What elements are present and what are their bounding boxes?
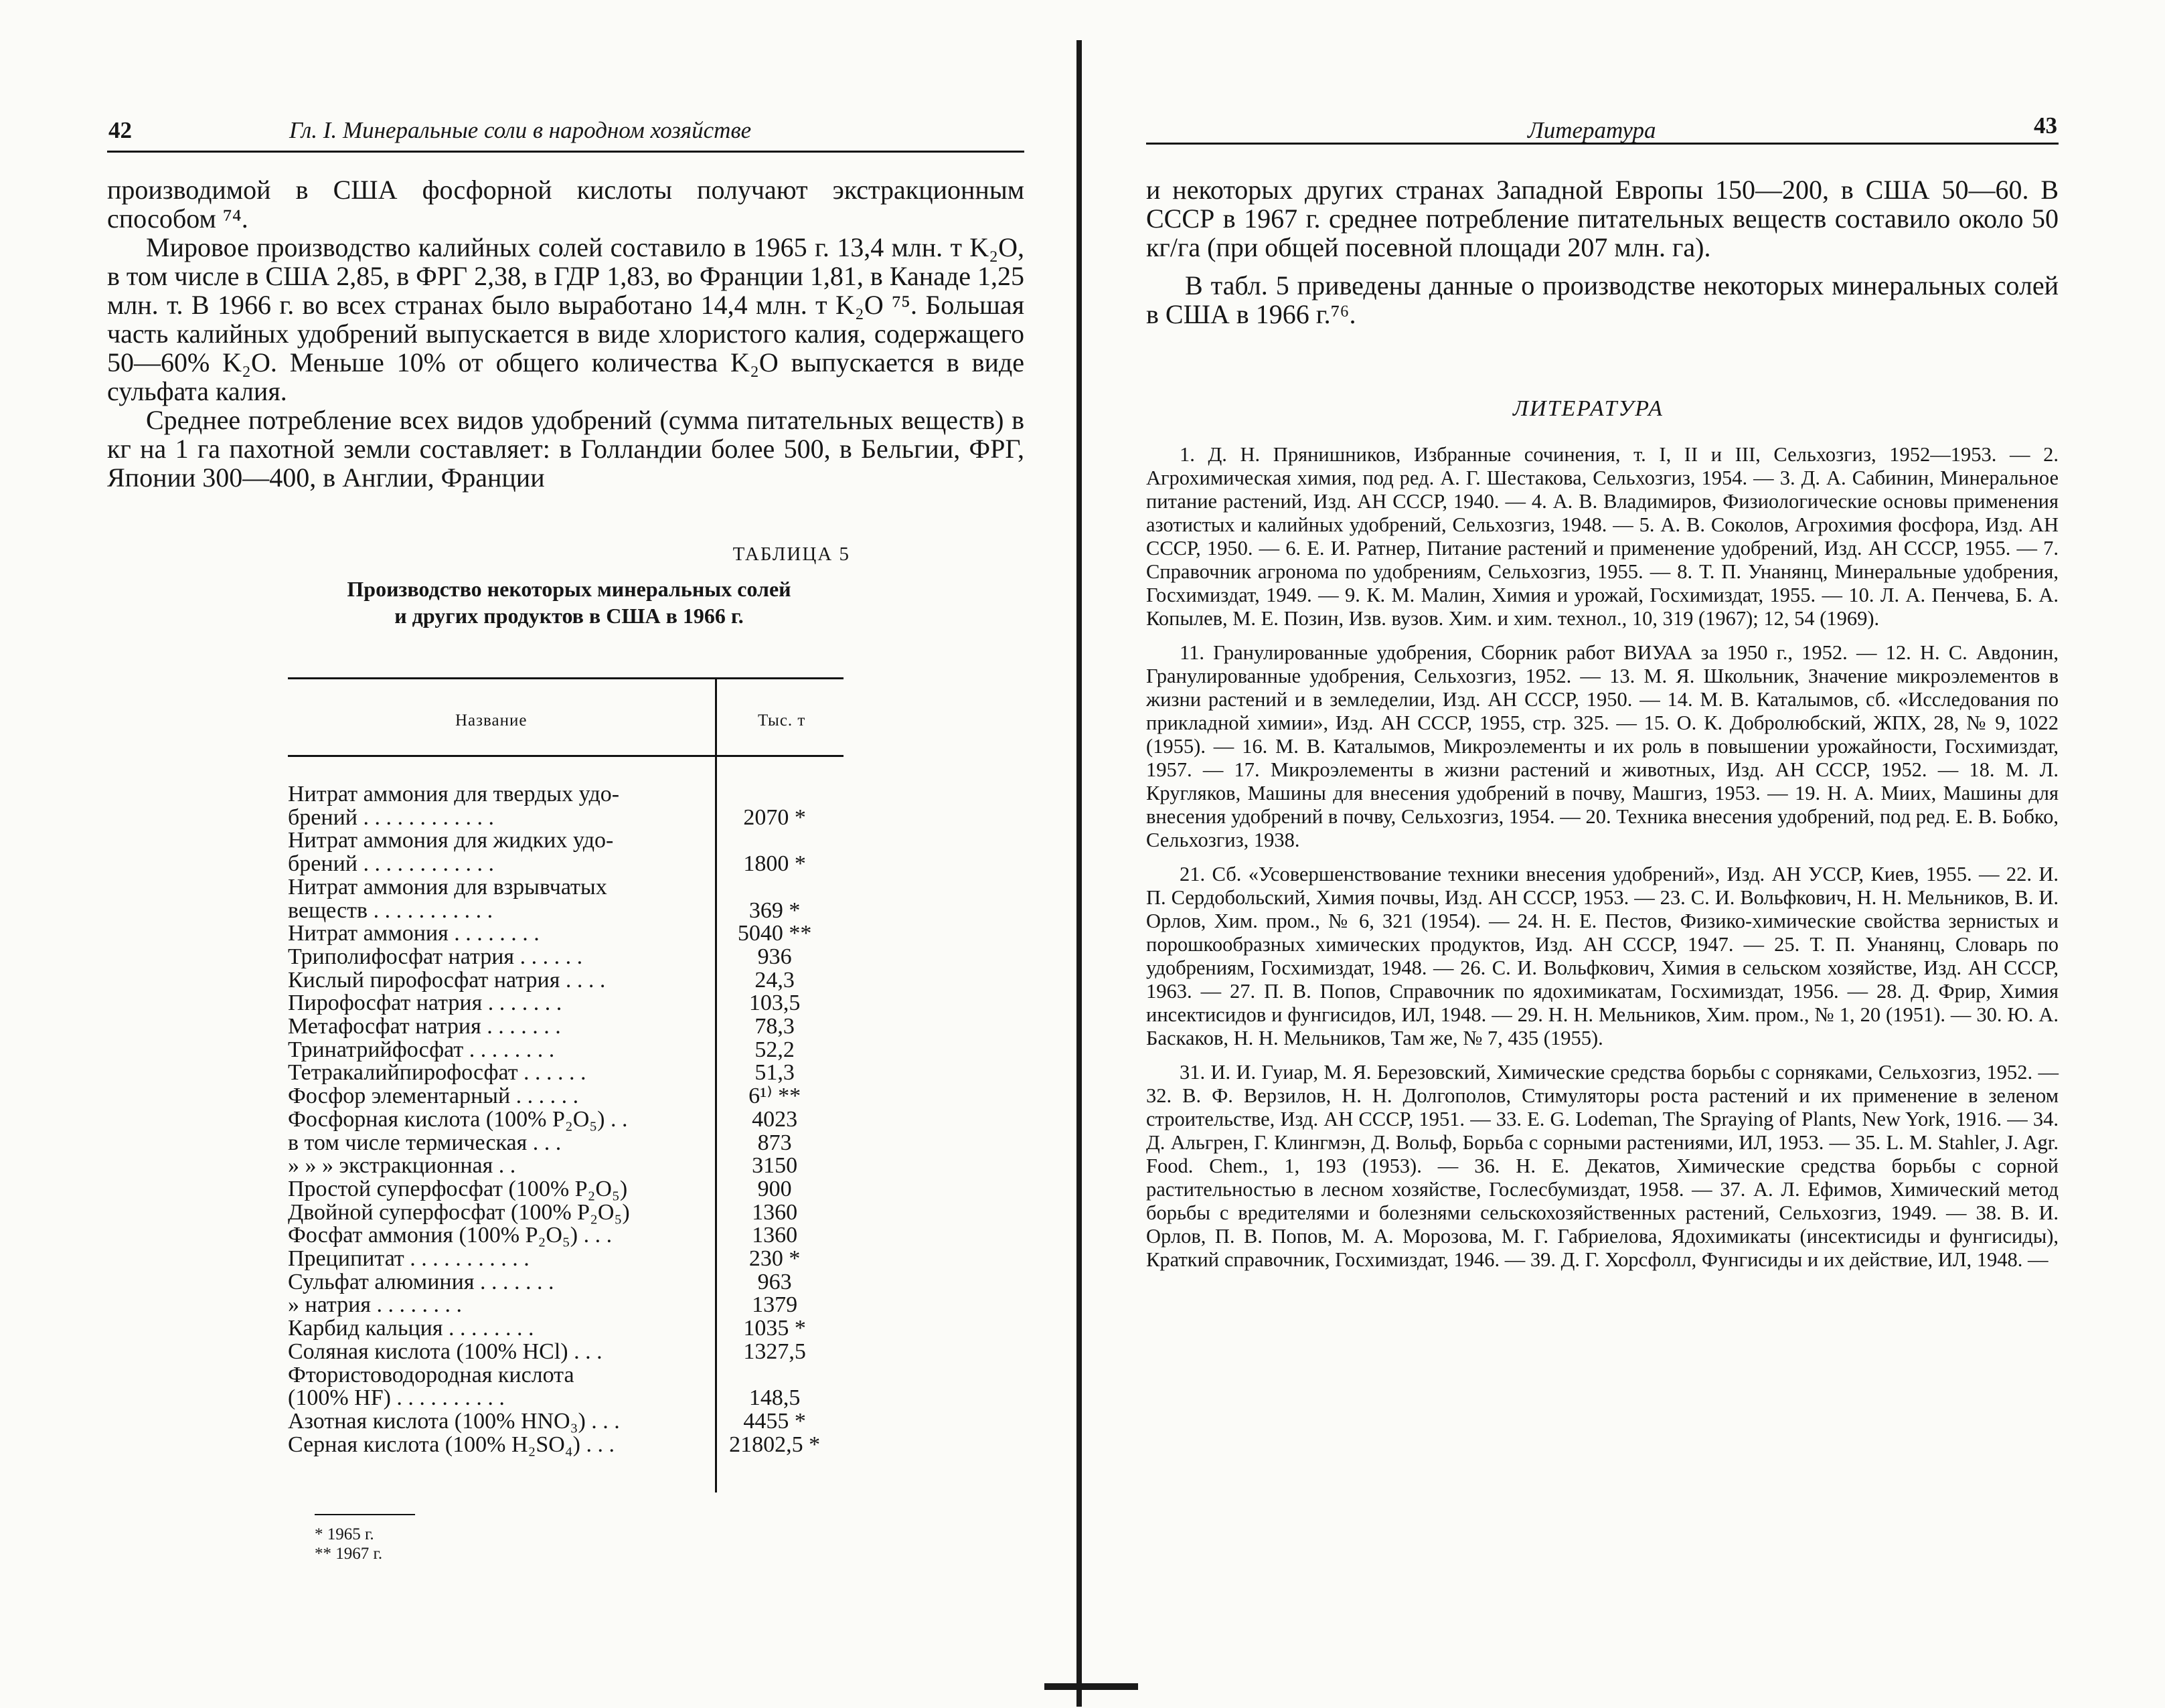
table-cell-name: Фосфат аммония (100% P₂O₅) . . . (288, 1224, 613, 1248)
table-cell-value: 78,3 (754, 1014, 795, 1039)
left-page (0, 0, 1071, 1708)
table-cell-value: 936 (757, 944, 792, 969)
table-row (288, 1039, 837, 1062)
table-cell-name: Пирофосфат натрия . . . . . . . (288, 992, 562, 1016)
right-paragraph: и некоторых других странах Западной Европы 150—200, в США 50—60. В СССР в 1967 г. среднее потребление питательных веществ составило около 50 кг/га (при общей посевной площади 207 млн. га). (1146, 175, 2059, 262)
table-row (288, 806, 837, 830)
left-running-head: Гл. I. Минеральные соли в народном хозяйстве (289, 117, 752, 143)
table-row (288, 900, 837, 923)
table-row (288, 1132, 837, 1155)
table-cell-name: Тринатрийфосфат . . . . . . . . (288, 1038, 555, 1062)
table-cell-name: Серная кислота (100% H₂SO₄) . . . (288, 1433, 615, 1457)
table-cell-name: веществ . . . . . . . . . . . (288, 899, 493, 923)
table-row (288, 1178, 837, 1201)
table-row (288, 1434, 837, 1457)
table-cell-value: 873 (757, 1130, 792, 1155)
table-cell-value: 1360 (752, 1223, 798, 1248)
references-list (1146, 443, 2059, 1282)
table-top-rule (288, 677, 844, 679)
left-head-rule (107, 151, 1024, 153)
table-row (288, 1387, 837, 1410)
table-row (288, 1108, 837, 1132)
table-cell-value: 4455 * (743, 1408, 806, 1434)
table-cell-name: в том числе термическая . . . (288, 1131, 562, 1155)
table-cell-value: 369 * (748, 898, 801, 923)
reference-block: 1. Д. Н. Прянишников, Избранные сочинения, т. I, II и III, Сельхозгиз, 1952—1953. — 2. Агрохимическая химия, под ред. А. Г. Шестакова, Сельхозгиз, 1954. — 3. Д. А. Сабинин, Минеральное питание растений, Изд. АН СССР, 1940. — 4. А. В. Владимиров, Физиологические основы применения азотистых и калийных удобрений, Сельхозгиз, 1948. — 5. А. В. Соколов, Агрохимия фосфора, Изд. АН СССР, 1950. — 6. Е. И. Ратнер, Питание растений и применение удобрений, Изд. АН СССР, 1955. — 7. Справочник агронома по удобрениям, Сельхозгиз, 1955. — 8. Т. П. Унанянц, Минеральные удобрения, Госхимиздат, 1949. — 9. К. М. Малин, Химия и урожай, Госхимиздат, 1955. — 10. Л. А. Пенчева, Б. А. Копылев, М. Е. Позин, Изв. вузов. Хим. и хим. технол., 10, 319 (1967); 12, 54 (1969). (1146, 443, 2059, 630)
table-row (288, 1364, 837, 1387)
table-cell-value: 1800 * (743, 851, 806, 877)
table-row (288, 1061, 837, 1085)
table-cell-value: 6¹⁾ ** (748, 1084, 801, 1109)
table-cell-name: Триполифосфат натрия . . . . . . (288, 945, 583, 969)
table-cell-name: Кислый пирофосфат натрия . . . . (288, 968, 606, 993)
left-page-number: 42 (108, 117, 132, 143)
left-paragraph: Мировое производство калийных солей составило в 1965 г. 13,4 млн. т K₂O, в том числе в США 2,85, в ФРГ 2,38, в ГДР 1,83, во Франции 1,81, в Канаде 1,25 млн. т. В 1966 г. во всех странах было выработано 14,4 млн. т K₂O ⁷⁵. Большая часть калийных удобрений выпускается в виде хлористого калия, содержащего 50—60% K₂O. Меньше 10% от общего количества K₂O выпускается в виде сульфата калия. (107, 232, 1024, 406)
right-body-text (1146, 175, 2059, 329)
table-cell-name: Нитрат аммония . . . . . . . . (288, 922, 540, 946)
reference-block: 11. Гранулированные удобрения, Сборник работ ВИУАА за 1950 г., 1952. — 12. Н. С. Авдонин, Гранулированные удобрения, Сельхозгиз, 1952. — 13. М. Я. Школьник, Значение микроэлементов в жизни растений и в земледелии, Изд. АН СССР, 1950. — 14. М. В. Каталымов, сб. «Исследования по прикладной химии», Изд. АН СССР, 1955, стр. 325. — 15. О. К. Добролюбский, ЖПХ, 28, № 9, 1022 (1955). — 16. М. В. Каталымов, Микроэлементы и их роль в повышении урожайности, Госхимиздат, 1957. — 17. Микроэлементы в жизни растений и животных, Изд. АН СССР, 1952. — 18. М. Л. Кругляков, Машины для внесения удобрений в почву, Машгиз, 1953. — 19. Н. А. Миих, Машины для внесения удобрений в почву, Сельхозгиз, 1954. — 20. Техника внесения удобрений, под ред. Е. В. Бобко, Сельхозгиз, 1938. (1146, 641, 2059, 851)
table-row (288, 1201, 837, 1225)
table-cell-value (699, 1364, 837, 1387)
table-cell-value: 4023 (752, 1106, 798, 1132)
reference-block: 31. И. И. Гуиар, М. Я. Березовский, Химические средства борьбы с сорняками, Сельхозгиз, 1952. — 32. В. Ф. Верзилов, Н. Н. Долгополов, Стимуляторы роста растений и их применение в зеленом строительстве, Изд. АН СССР, 1951. — 33. E. G. Lodeman, The Spraying of Plants, New York, 1916. — 34. Д. Альгрен, Г. Клингмэн, Д. Вольф, Борьба с сорными растениями, ИЛ, 1953. — 35. L. M. Stahler, J. Agr. Food. Chem., 1, 193 (1953). — 36. Н. Е. Декатов, Химические средства борьбы с сорной растительностью в лесном хозяйстве, Гослесбумиздат, 1958. — 37. А. Л. Ефимов, Химический метод борьбы с вредителями и болезнями сельскохозяйственных растений, Сельхозгиз, 1949. — 38. В. И. Орлов, П. В. Попов, М. А. Морозова, М. Г. Габриелова, Ядохимикаты (инсектисиды и фунгисиды), Краткий справочник, Госхимиздат, 1946. — 39. Д. Г. Хорсфолл, Фунгисиды и их действие, ИЛ, 1948. — (1146, 1061, 2059, 1271)
table-cell-name: Простой суперфосфат (100% P₂O₅) (288, 1177, 628, 1201)
table-row (288, 1224, 837, 1248)
table-cell-value (699, 783, 837, 806)
table-cell-value: 5040 ** (737, 921, 812, 946)
table-cell-name: Соляная кислота (100% HCl) . . . (288, 1340, 603, 1364)
table-cell-name: » » » экстракционная . . (288, 1155, 516, 1178)
table-row (288, 1271, 837, 1294)
table-cell-name: Азотная кислота (100% HNO₃) . . . (288, 1410, 620, 1434)
table-footnotes (315, 1525, 382, 1563)
right-page-number: 43 (2034, 112, 2057, 139)
table-cell-name: Фосфор элементарный . . . . . . (288, 1085, 579, 1108)
table-cell-name: Карбид кальция . . . . . . . . (288, 1317, 534, 1341)
table-row (288, 1294, 837, 1317)
table-title-line: и других продуктов в США в 1966 г. (394, 604, 744, 628)
table-cell-name: Фосфорная кислота (100% P₂O₅) . . (288, 1108, 628, 1132)
footnote: ** 1967 г. (315, 1545, 383, 1563)
table-cell-name: Двойной суперфосфат (100% P₂O₅) (288, 1201, 630, 1225)
left-body-text (107, 175, 1024, 492)
table-cell-value: 963 (757, 1269, 792, 1294)
table-cell-value: 52,2 (754, 1037, 795, 1062)
table-row (288, 1015, 837, 1039)
table-cell-value: 24,3 (754, 967, 795, 993)
right-head-rule (1146, 143, 2059, 145)
table-row (288, 969, 837, 993)
table-cell-value: 1379 (752, 1292, 798, 1318)
table-row (288, 783, 837, 806)
table-cell-name: Нитрат аммония для взрывчатых (288, 875, 607, 900)
table-row (288, 946, 837, 969)
table-cell-value (699, 829, 837, 853)
table-cell-value: 148,5 (748, 1385, 801, 1411)
table-cell-value (699, 876, 837, 900)
table-number: ТАБЛИЦА 5 (732, 543, 850, 565)
table-cell-name: Преципитат . . . . . . . . . . . (288, 1248, 530, 1271)
table-cell-name: Фтористоводородная кислота (288, 1363, 574, 1387)
table-row (288, 1248, 837, 1271)
footnote-rule (315, 1514, 415, 1515)
table-header-rule (288, 755, 844, 757)
table-cell-name: брений . . . . . . . . . . . . (288, 853, 494, 876)
table-cell-value: 1035 * (743, 1316, 806, 1341)
table-row (288, 1085, 837, 1108)
table-cell-value: 3150 (752, 1153, 798, 1179)
left-paragraph: Среднее потребление всех видов удобрений (сумма питательных веществ) в кг на 1 га пахотной земли составляет: в Голландии более 500, в Бельгии, ФРГ, Японии 300—400, в Англии, Франции (107, 405, 1024, 493)
table-cell-name: Нитрат аммония для твердых удо- (288, 783, 620, 806)
footnote: * 1965 г. (315, 1525, 374, 1543)
table-cell-name: Сульфат алюминия . . . . . . . (288, 1270, 554, 1294)
book-spine (1076, 40, 1082, 1707)
table-cell-name: Нитрат аммония для жидких удо- (288, 829, 614, 853)
table-row (288, 1155, 837, 1178)
reference-block: 21. Сб. «Усовершенствование техники внесения удобрений», Изд. АН УССР, Киев, 1955. — 22. И. П. Сердобольский, Химия почвы, Изд. АН СССР, 1953. — 23. С. И. Вольфкович, Н. Н. Мельников, В. И. Орлов, Хим. пром., № 6, 321 (1954). — 24. Н. Е. Пестов, Физико-химические свойства зернистых и порошкообразных химических продуктов, Изд. АН СССР, 1947. — 25. Т. П. Унанянц, Словарь по удобрениям, Госхимиздат, 1948. — 26. С. И. Вольфкович, Химия в сельском хозяйстве, Изд. АН СССР, 1963. — 27. П. В. Попов, Справочник по ядохимикатам, Госхимиздат, 1956. — 28. Д. Фрир, Химия инсектисидов и фунгисидов, ИЛ, 1948. — 29. Н. Н. Мельников, Хим. пром., № 1, 20 (1951). — 30. Ю. А. Баскаков, Н. Н. Мельников, Там же, № 7, 435 (1955). (1146, 863, 2059, 1049)
table-cell-name: » натрия . . . . . . . . (288, 1294, 463, 1318)
table-cell-name: (100% HF) . . . . . . . . . . (288, 1387, 505, 1410)
table-header-value: Тыс. т (758, 711, 806, 730)
table-row (288, 1341, 837, 1364)
table-cell-value: 21802,5 * (729, 1432, 821, 1457)
table-row (288, 1410, 837, 1434)
table-row (288, 992, 837, 1015)
table-title-line: Производство некоторых минеральных солей (347, 577, 791, 601)
table-cell-name: брений . . . . . . . . . . . . (288, 806, 494, 830)
left-paragraph: производимой в США фосфорной кислоты получают экстракционным способом ⁷⁴. (107, 175, 1024, 234)
table-cell-value: 1360 (752, 1199, 798, 1225)
table-row (288, 829, 837, 853)
table-cell-value: 103,5 (748, 991, 801, 1016)
right-paragraph: В табл. 5 приведены данные о производстве некоторых минеральных солей в США в 1966 г.⁷⁶. (1146, 270, 2059, 329)
table-cell-value: 51,3 (754, 1060, 795, 1086)
table-header-name: Название (455, 711, 528, 730)
table-row (288, 1317, 837, 1341)
table-cell-name: Метафосфат натрия . . . . . . . (288, 1015, 561, 1039)
literature-heading: ЛИТЕРАТУРА (1513, 396, 1664, 421)
table-body (288, 783, 837, 1456)
table-cell-value: 1327,5 (743, 1339, 806, 1364)
table-cell-name: Тетракалийпирофосфат . . . . . . (288, 1061, 586, 1086)
table-cell-value: 230 * (748, 1246, 801, 1272)
table-cell-value: 900 (757, 1176, 792, 1201)
table-row (288, 876, 837, 900)
table-cell-value: 2070 * (743, 804, 806, 830)
table-title (281, 576, 857, 629)
table-row (288, 853, 837, 876)
right-running-head: Литература (1528, 117, 1656, 143)
table-row (288, 922, 837, 946)
